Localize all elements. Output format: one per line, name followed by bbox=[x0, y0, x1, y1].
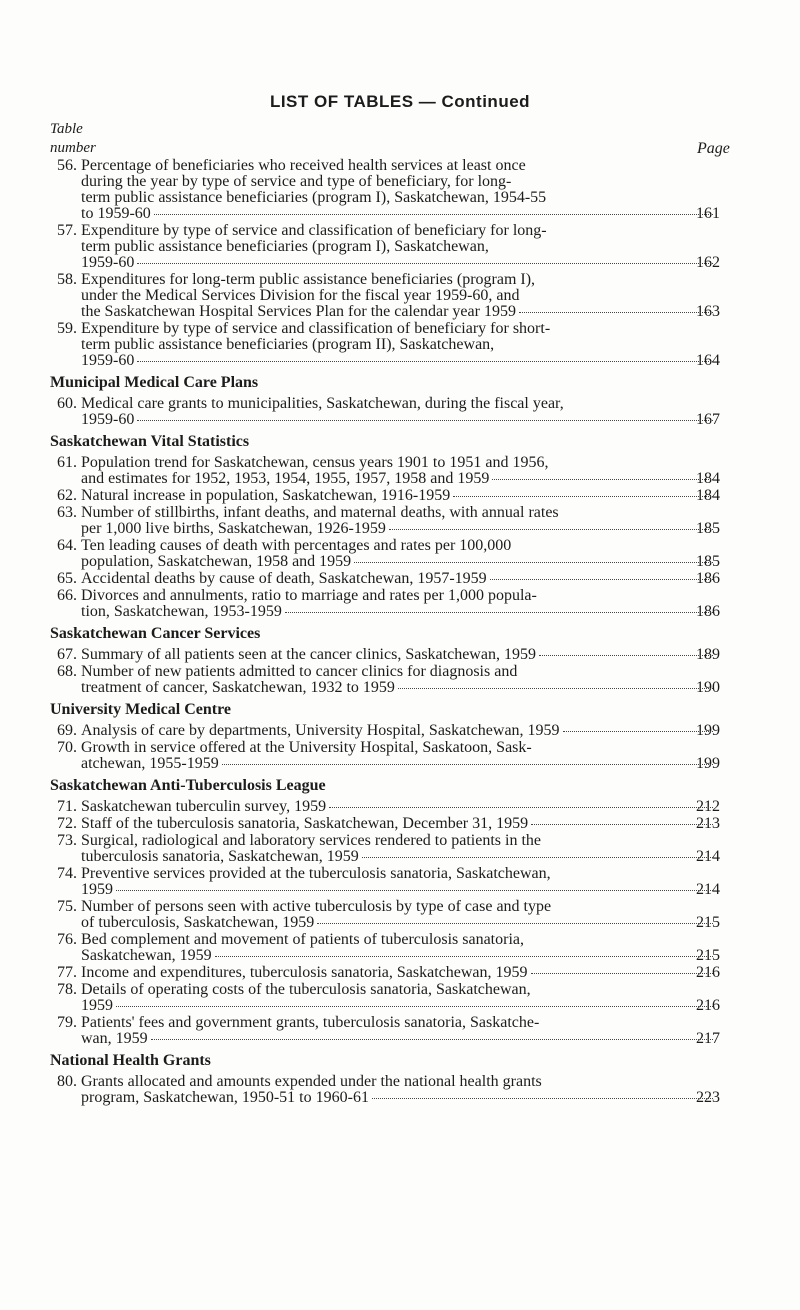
entry-page-number: 162 bbox=[696, 254, 720, 271]
entry-line: Staff of the tuberculosis sanatoria, Saskatchewan, December 31, 1959 bbox=[81, 815, 529, 832]
toc-entry bbox=[50, 488, 750, 504]
entry-line: Details of operating costs of the tuberculosis sanatoria, Saskatchewan, bbox=[81, 981, 531, 998]
entry-last-line bbox=[81, 964, 750, 981]
entry-page-number: 199 bbox=[696, 755, 720, 772]
entry-line: Accidental deaths by cause of death, Saskatchewan, 1957-1959 bbox=[81, 570, 487, 587]
entry-text bbox=[81, 505, 750, 537]
dot-leader bbox=[151, 1039, 713, 1040]
entry-number: 60. bbox=[57, 395, 77, 412]
entry-page-number: 189 bbox=[696, 646, 720, 663]
entry-last-line bbox=[81, 411, 750, 428]
entry-page-number: 163 bbox=[696, 303, 720, 320]
entry-page-number: 184 bbox=[696, 487, 720, 504]
entry-last-line bbox=[81, 679, 750, 696]
entry-number: 72. bbox=[57, 815, 77, 832]
entry-line: Patients' fees and government grants, tuberculosis sanatoria, Saskatche- bbox=[81, 1014, 540, 1031]
entry-last-line bbox=[81, 881, 750, 898]
entry-number: 70. bbox=[57, 739, 77, 756]
toc-entry bbox=[50, 588, 750, 620]
entry-line: Analysis of care by departments, University Hospital, Saskatchewan, 1959 bbox=[81, 722, 560, 739]
entry-line: to 1959-60 bbox=[81, 205, 151, 222]
entry-number: 75. bbox=[57, 898, 77, 915]
entry-text bbox=[81, 538, 750, 570]
entry-number: 69. bbox=[57, 722, 77, 739]
entry-page-number: 212 bbox=[696, 798, 720, 815]
entry-page-number: 164 bbox=[696, 352, 720, 369]
dot-leader bbox=[354, 562, 713, 563]
entry-number: 62. bbox=[57, 487, 77, 504]
section-heading: National Health Grants bbox=[50, 1052, 211, 1069]
entry-number: 61. bbox=[57, 454, 77, 471]
entry-line: Bed complement and movement of patients of tuberculosis sanatoria, bbox=[81, 931, 524, 948]
entry-line: Ten leading causes of death with percentages and rates per 100,000 bbox=[81, 537, 512, 554]
entry-page-number: 186 bbox=[696, 570, 720, 587]
entry-text bbox=[81, 223, 750, 271]
entry-text bbox=[81, 816, 750, 832]
entry-last-line bbox=[81, 1089, 750, 1106]
entry-line: Growth in service offered at the University Hospital, Saskatoon, Sask- bbox=[81, 739, 532, 756]
entry-last-line bbox=[81, 947, 750, 964]
dot-leader bbox=[519, 312, 713, 313]
entry-line: Saskatchewan, 1959 bbox=[81, 947, 212, 964]
entry-last-line bbox=[81, 603, 750, 620]
entry-last-line bbox=[81, 470, 750, 487]
entry-line: wan, 1959 bbox=[81, 1030, 148, 1047]
entry-text bbox=[81, 321, 750, 369]
section-heading: Saskatchewan Cancer Services bbox=[50, 625, 261, 642]
entry-last-line bbox=[81, 570, 750, 587]
entry-last-line bbox=[81, 997, 750, 1014]
entry-number: 73. bbox=[57, 832, 77, 849]
entry-number: 68. bbox=[57, 663, 77, 680]
toc-entry bbox=[50, 833, 750, 865]
toc-entry bbox=[50, 965, 750, 981]
entry-text bbox=[81, 647, 750, 663]
entry-line: program, Saskatchewan, 1950-51 to 1960-61 bbox=[81, 1089, 369, 1106]
entry-line: Number of new patients admitted to cancer clinics for diagnosis and bbox=[81, 663, 518, 680]
toc-entry bbox=[50, 740, 750, 772]
entry-line: term public assistance beneficiaries (program II), Saskatchewan, bbox=[81, 336, 495, 353]
dot-leader bbox=[317, 923, 713, 924]
entry-page-number: 214 bbox=[696, 848, 720, 865]
entry-text bbox=[81, 1074, 750, 1106]
entry-line: Divorces and annulments, ratio to marriage and rates per 1,000 popula- bbox=[81, 587, 537, 604]
dot-leader bbox=[222, 764, 713, 765]
entry-line: Grants allocated and amounts expended under the national health grants bbox=[81, 1073, 542, 1090]
entry-page-number: 223 bbox=[696, 1089, 720, 1106]
entry-line: Medical care grants to municipalities, Saskatchewan, during the fiscal year, bbox=[81, 395, 564, 412]
entry-text bbox=[81, 455, 750, 487]
section-heading: Saskatchewan Vital Statistics bbox=[50, 433, 250, 450]
entry-line: the Saskatchewan Hospital Services Plan for the calendar year 1959 bbox=[81, 303, 516, 320]
dot-leader bbox=[329, 807, 713, 808]
dot-leader bbox=[137, 420, 713, 421]
toc-entry bbox=[50, 158, 750, 222]
entry-line: Population trend for Saskatchewan, census years 1901 to 1951 and 1956, bbox=[81, 454, 549, 471]
entry-number: 64. bbox=[57, 537, 77, 554]
entry-last-line bbox=[81, 205, 750, 222]
entry-number: 78. bbox=[57, 981, 77, 998]
section-heading: Municipal Medical Care Plans bbox=[50, 374, 259, 391]
dot-leader bbox=[389, 529, 713, 530]
entry-last-line bbox=[81, 352, 750, 369]
dot-leader bbox=[372, 1098, 713, 1099]
entry-number: 59. bbox=[57, 320, 77, 337]
toc-entry bbox=[50, 396, 750, 428]
entry-number: 80. bbox=[57, 1073, 77, 1090]
table-number-column-header bbox=[50, 120, 96, 158]
entry-line: 1959-60 bbox=[81, 352, 135, 369]
entry-last-line bbox=[81, 815, 750, 832]
entry-text bbox=[81, 833, 750, 865]
entry-line: Expenditure by type of service and classification of beneficiary for long- bbox=[81, 222, 547, 239]
entry-line: Preventive services provided at the tuberculosis sanatoria, Saskatchewan, bbox=[81, 865, 551, 882]
entry-page-number: 213 bbox=[696, 815, 720, 832]
entry-line: Expenditure by type of service and classification of beneficiary for short- bbox=[81, 320, 551, 337]
section-heading: University Medical Centre bbox=[50, 701, 231, 718]
dot-leader bbox=[531, 824, 713, 825]
entry-page-number: 215 bbox=[696, 947, 720, 964]
table-header-line-1: Table bbox=[50, 121, 83, 137]
entry-line: term public assistance beneficiaries (program I), Saskatchewan, 1954-55 bbox=[81, 189, 547, 206]
toc-entry bbox=[50, 505, 750, 537]
entry-page-number: 214 bbox=[696, 881, 720, 898]
entry-line: Number of persons seen with active tuberculosis by type of case and type bbox=[81, 898, 552, 915]
entry-page-number: 217 bbox=[696, 1030, 720, 1047]
entry-line: 1959-60 bbox=[81, 411, 135, 428]
entry-text bbox=[81, 799, 750, 815]
entry-page-number: 216 bbox=[696, 964, 720, 981]
table-of-contents bbox=[50, 158, 750, 1107]
dot-leader bbox=[539, 655, 713, 656]
dot-leader bbox=[285, 612, 713, 613]
entry-page-number: 185 bbox=[696, 520, 720, 537]
dot-leader bbox=[154, 214, 713, 215]
entry-line: population, Saskatchewan, 1958 and 1959 bbox=[81, 553, 352, 570]
entry-line: term public assistance beneficiaries (program I), Saskatchewan, bbox=[81, 238, 489, 255]
entry-text bbox=[81, 740, 750, 772]
entry-number: 58. bbox=[57, 271, 77, 288]
entry-line: tion, Saskatchewan, 1953-1959 bbox=[81, 603, 282, 620]
dot-leader bbox=[453, 496, 713, 497]
entry-line: and estimates for 1952, 1953, 1954, 1955, 1957, 1958 and 1959 bbox=[81, 470, 490, 487]
entry-number: 79. bbox=[57, 1014, 77, 1031]
entry-number: 71. bbox=[57, 798, 77, 815]
entry-line: 1959 bbox=[81, 997, 113, 1014]
entry-last-line bbox=[81, 520, 750, 537]
entry-line: Percentage of beneficiaries who received health services at least once bbox=[81, 157, 526, 174]
dot-leader bbox=[563, 731, 713, 732]
entry-text bbox=[81, 1015, 750, 1047]
dot-leader bbox=[492, 479, 713, 480]
dot-leader bbox=[215, 956, 713, 957]
entry-text bbox=[81, 982, 750, 1014]
entry-page-number: 199 bbox=[696, 722, 720, 739]
entry-number: 63. bbox=[57, 504, 77, 521]
entry-page-number: 185 bbox=[696, 553, 720, 570]
dot-leader bbox=[137, 263, 713, 264]
entry-number: 67. bbox=[57, 646, 77, 663]
entry-number: 74. bbox=[57, 865, 77, 882]
dot-leader bbox=[398, 688, 713, 689]
page-title: LIST OF TABLES — Continued bbox=[269, 92, 531, 111]
entry-line: Expenditures for long-term public assistance beneficiaries (program I), bbox=[81, 271, 536, 288]
entry-line: under the Medical Services Division for the fiscal year 1959-60, and bbox=[81, 287, 520, 304]
dot-leader bbox=[490, 579, 713, 580]
toc-entry bbox=[50, 1074, 750, 1106]
entry-last-line bbox=[81, 1030, 750, 1047]
toc-entry bbox=[50, 647, 750, 663]
dot-leader bbox=[531, 973, 713, 974]
entry-line: of tuberculosis, Saskatchewan, 1959 bbox=[81, 914, 315, 931]
page-column-header: Page bbox=[697, 140, 730, 157]
toc-entry bbox=[50, 1015, 750, 1047]
dot-leader bbox=[116, 1006, 713, 1007]
entry-line: treatment of cancer, Saskatchewan, 1932 to 1959 bbox=[81, 679, 395, 696]
toc-entry bbox=[50, 455, 750, 487]
entry-number: 65. bbox=[57, 570, 77, 587]
entry-line: atchewan, 1955-1959 bbox=[81, 755, 219, 772]
entry-line: Surgical, radiological and laboratory services rendered to patients in the bbox=[81, 832, 541, 849]
entry-number: 76. bbox=[57, 931, 77, 948]
entry-line: Income and expenditures, tuberculosis sanatoria, Saskatchewan, 1959 bbox=[81, 964, 528, 981]
entry-page-number: 190 bbox=[696, 679, 720, 696]
toc-entry bbox=[50, 223, 750, 271]
entry-page-number: 161 bbox=[696, 205, 720, 222]
entry-line: Natural increase in population, Saskatchewan, 1916-1959 bbox=[81, 487, 451, 504]
dot-leader bbox=[116, 890, 713, 891]
entry-page-number: 216 bbox=[696, 997, 720, 1014]
toc-entry bbox=[50, 538, 750, 570]
entry-number: 56. bbox=[57, 157, 77, 174]
entry-number: 77. bbox=[57, 964, 77, 981]
entry-last-line bbox=[81, 914, 750, 931]
entry-text bbox=[81, 488, 750, 504]
toc-entry bbox=[50, 866, 750, 898]
toc-entry bbox=[50, 816, 750, 832]
entry-text bbox=[81, 571, 750, 587]
entry-text bbox=[81, 664, 750, 696]
toc-entry bbox=[50, 932, 750, 964]
entry-line: tuberculosis sanatoria, Saskatchewan, 1959 bbox=[81, 848, 359, 865]
entry-text bbox=[81, 932, 750, 964]
toc-entry bbox=[50, 571, 750, 587]
entry-page-number: 215 bbox=[696, 914, 720, 931]
toc-entry bbox=[50, 321, 750, 369]
entry-page-number: 184 bbox=[696, 470, 720, 487]
toc-entry bbox=[50, 899, 750, 931]
entry-line: Summary of all patients seen at the cancer clinics, Saskatchewan, 1959 bbox=[81, 646, 536, 663]
entry-last-line bbox=[81, 722, 750, 739]
entry-text bbox=[81, 866, 750, 898]
entry-text bbox=[81, 158, 750, 222]
entry-text bbox=[81, 723, 750, 739]
entry-text bbox=[81, 899, 750, 931]
entry-page-number: 167 bbox=[696, 411, 720, 428]
entry-line: 1959-60 bbox=[81, 254, 135, 271]
entry-number: 66. bbox=[57, 587, 77, 604]
entry-text bbox=[81, 965, 750, 981]
entry-line: Saskatchewan tuberculin survey, 1959 bbox=[81, 798, 327, 815]
dot-leader bbox=[137, 361, 713, 362]
entry-last-line bbox=[81, 646, 750, 663]
entry-text bbox=[81, 272, 750, 320]
toc-entry bbox=[50, 272, 750, 320]
section-heading: Saskatchewan Anti-Tuberculosis League bbox=[50, 777, 326, 794]
entry-last-line bbox=[81, 798, 750, 815]
toc-entry bbox=[50, 799, 750, 815]
toc-entry bbox=[50, 982, 750, 1014]
entry-last-line bbox=[81, 254, 750, 271]
entry-last-line bbox=[81, 553, 750, 570]
entry-last-line bbox=[81, 848, 750, 865]
entry-last-line bbox=[81, 755, 750, 772]
entry-number: 57. bbox=[57, 222, 77, 239]
entry-line: Number of stillbirths, infant deaths, and maternal deaths, with annual rates bbox=[81, 504, 559, 521]
table-header-line-2: number bbox=[50, 140, 96, 156]
entry-last-line bbox=[81, 303, 750, 320]
dot-leader bbox=[362, 857, 713, 858]
entry-text bbox=[81, 396, 750, 428]
entry-line: 1959 bbox=[81, 881, 113, 898]
entry-line: during the year by type of service and type of beneficiary, for long- bbox=[81, 173, 512, 190]
entry-text bbox=[81, 588, 750, 620]
entry-last-line bbox=[81, 487, 750, 504]
toc-entry bbox=[50, 723, 750, 739]
entry-line: per 1,000 live births, Saskatchewan, 1926-1959 bbox=[81, 520, 386, 537]
entry-page-number: 186 bbox=[696, 603, 720, 620]
toc-entry bbox=[50, 664, 750, 696]
